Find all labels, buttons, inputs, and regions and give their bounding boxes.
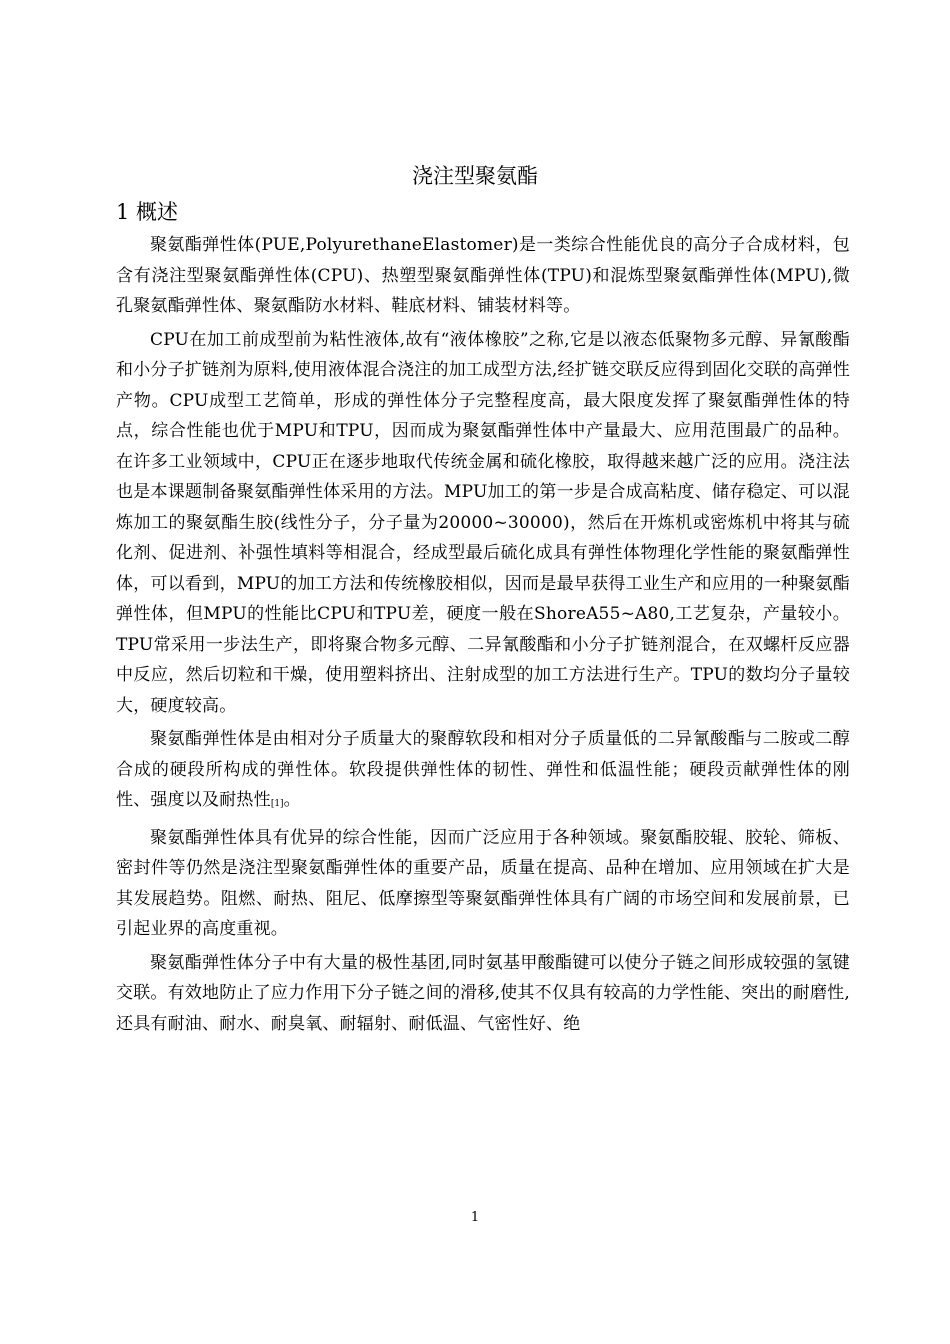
paragraph-2: CPU在加工前成型前为粘性液体,故有“液体橡胶”之称,它是以液态低聚物多元醇、异氰酸酯和小分子扩链剂为原料,使用液体混合浇注的加工成型方法,经扩链交联反应得到固化交联的高弹性产物。CPU成型工艺简单，形成的弹性体分子完整程度高，最大限度发挥了聚氨酯弹性体的特点，综合性能也优于MPU和TPU，因而成为聚氨酯弹性体中产量最大、应用范围最广的品种。在许多工业领域中，CPU正在逐步地取代传统金属和硫化橡胶，取得越来越广泛的应用。浇注法也是本课题制备聚氨酯弹性体采用的方法。MPU加工的第一步是合成高粘度、储存稳定、可以混炼加工的聚氨酯生胶(线性分子，分子量为20000~30000)，然后在开炼机或密炼机中将其与硫化剂、促进剂、补强性填料等相混合，经成型最后硫化成具有弹性体物理化学性能的聚氨酯弹性体，可以看到，MPU的加工方法和传统橡胶相似，因而是最早获得工业生产和应用的一种聚氨酯弹性体，但MPU的性能比CPU和TPU差，硬度一般在ShoreA55~A80,工艺复杂，产量较小。TPU常采用一步法生产，即将聚合物多元醇、二异氰酸酯和小分子扩链剂混合，在双螺杆反应器中反应，然后切粒和干燥，使用塑料挤出、注射成型的加工方法进行生产。TPU的数均分子量较大，硬度较高。 <box>116 329 850 716</box>
section-heading: 1 概述 <box>116 200 179 224</box>
page-number: 1 <box>470 1210 480 1225</box>
paragraph-5: 聚氨酯弹性体分子中有大量的极性基团,同时氨基甲酸酯键可以使分子链之间形成较强的氢键交联。有效地防止了应力作用下分子链之间的滑移,使其不仅具有较高的力学性能、突出的耐磨性,还具有耐油、耐水、耐臭氧、耐辐射、耐低温、气密性好、绝 <box>116 952 850 1034</box>
paragraph-3-text: 聚氨酯弹性体是由相对分子质量大的聚醇软段和相对分子质量低的二异氰酸酯与二胺或二醇合成的硬段所构成的弹性体。软段提供弹性体的韧性、弹性和低温性能；硬段贡献弹性体的刚性、强度以及耐热性 <box>116 729 850 810</box>
paragraph-3-tail: 。 <box>283 790 301 810</box>
paragraph-3 <box>116 724 850 820</box>
document-body <box>116 230 850 1039</box>
paragraph-4: 聚氨酯弹性体具有优异的综合性能，因而广泛应用于各种领域。聚氨酯胶辊、胶轮、筛板、密封件等仍然是浇注型聚氨酯弹性体的重要产品，质量在提高、品种在增加、应用领域在扩大是其发展趋势。阻燃、耐热、阻尼、低摩擦型等聚氨酯弹性体具有广阔的市场空间和发展前景，已引起业界的高度重视。 <box>116 827 850 939</box>
citation-marker[interactable]: [1] <box>270 799 284 809</box>
document-title: 浇注型聚氨酯 <box>412 164 538 188</box>
paragraph-1: 聚氨酯弹性体(PUE,PolyurethaneElastomer)是一类综合性能优良的高分子合成材料，包含有浇注型聚氨酯弹性体(CPU)、热塑型聚氨酯弹性体(TPU)和混炼型聚氨酯弹性体(MPU),微孔聚氨酯弹性体、聚氨酯防水材料、鞋底材料、铺装材料等。 <box>116 235 850 316</box>
